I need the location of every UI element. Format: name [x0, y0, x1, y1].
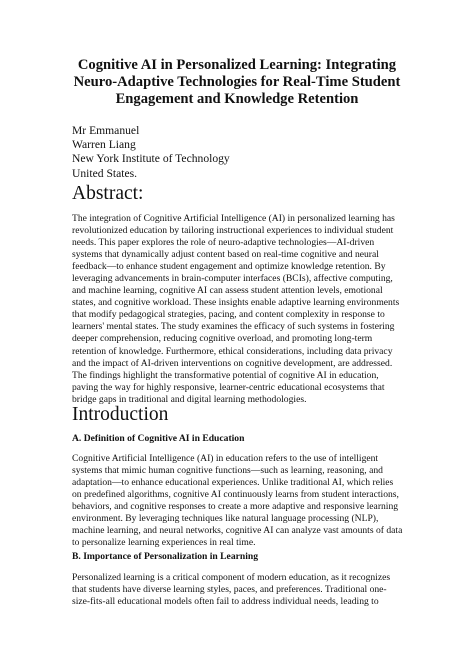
- abstract-line: and machine learning, cognitive AI can assess student attention levels, emotional: [72, 285, 383, 297]
- title-line: Cognitive AI in Personalized Learning: Integrating: [77, 57, 397, 73]
- section-a-line: to personalize learning experiences in real time.: [72, 537, 256, 549]
- section-a-line: machine learning, and neural networks, cognitive AI can analyze vast amounts of data: [72, 525, 403, 537]
- section-a-heading: A. Definition of Cognitive AI in Education: [72, 433, 245, 444]
- section-a-line: on predefined algorithms, cognitive AI continuously learns from student interactions,: [72, 489, 399, 501]
- abstract-line: revolutionized education by tailoring instructional experiences to individual student: [72, 225, 394, 237]
- abstract-line: deeper comprehension, reducing cognitive overload, and promoting long-term: [72, 333, 373, 345]
- abstract-line: bridge gaps in traditional and digital learning methodologies.: [72, 393, 307, 405]
- abstract-line: retention of knowledge. Furthermore, ethical considerations, including data privacy: [72, 345, 393, 357]
- abstract-line: and the impact of AI-driven interventions on cognitive development, are addressed.: [72, 357, 393, 369]
- author-block: [72, 124, 230, 181]
- paper-title: [60, 57, 414, 108]
- section-b-body: [72, 572, 408, 608]
- abstract-line: The integration of Cognitive Artificial Intelligence (AI) in personalized learning has: [72, 213, 395, 224]
- abstract-line: learners' mental states. The study examines the efficacy of such systems in fostering: [72, 321, 395, 333]
- section-b-line: that students have diverse learning styles, paces, and preferences. Traditional one-: [72, 584, 387, 596]
- abstract-heading: Abstract:: [72, 183, 144, 204]
- abstract-line: needs. This paper explores the role of neuro-adaptive technologies—AI-driven: [72, 237, 375, 249]
- title-line: Neuro-Adaptive Technologies for Real-Time Student: [73, 74, 401, 90]
- abstract-line: states, and cognitive workload. These insights enable adaptive learning environments: [72, 297, 400, 309]
- abstract-line: paving the way for highly responsive, learner-centric educational ecosystems that: [72, 381, 385, 393]
- section-a-line: Cognitive Artificial Intelligence (AI) in education refers to the use of intelligent: [72, 453, 379, 464]
- section-a-line: behaviors, and cognitive responses to create a more adaptive and responsive learning: [72, 501, 399, 513]
- abstract-line: The findings highlight the transformative potential of cognitive AI in education,: [72, 369, 379, 381]
- title-line: Engagement and Knowledge Retention: [115, 91, 359, 107]
- abstract-line: feedback—to enhance student engagement and optimize knowledge retention. By: [72, 261, 386, 273]
- section-b-line: Personalized learning is a critical component of modern education, as it recognizes: [72, 572, 391, 583]
- author-line: Warren Liang: [72, 138, 136, 152]
- section-a-line: systems that mimic human cognitive functions—such as learning, reasoning, and: [72, 465, 383, 477]
- abstract-body: [72, 213, 408, 406]
- abstract-line: systems that dynamically adjust content based on real-time cognitive and neural: [72, 249, 379, 261]
- section-a-line: environment. By leveraging techniques like natural language processing (NLP),: [72, 513, 379, 525]
- author-line: Mr Emmanuel: [72, 124, 140, 137]
- author-line: New York Institute of Technology: [72, 152, 230, 166]
- abstract-line: that modify pedagogical strategies, pacing, and content complexity in response to: [72, 309, 385, 321]
- section-b-heading: B. Importance of Personalization in Learning: [72, 551, 259, 562]
- introduction-heading: Introduction: [72, 404, 169, 425]
- author-line: United States.: [72, 166, 138, 180]
- abstract-line: leveraging advancements in brain-computer interfaces (BCIs), affective computing,: [72, 273, 393, 285]
- section-b-line: size-fits-all educational models often fail to address individual needs, leading to: [72, 596, 379, 608]
- section-a-line: adaptation—to enhance educational experiences. Unlike traditional AI, which relies: [72, 477, 394, 489]
- section-a-body: [72, 453, 408, 549]
